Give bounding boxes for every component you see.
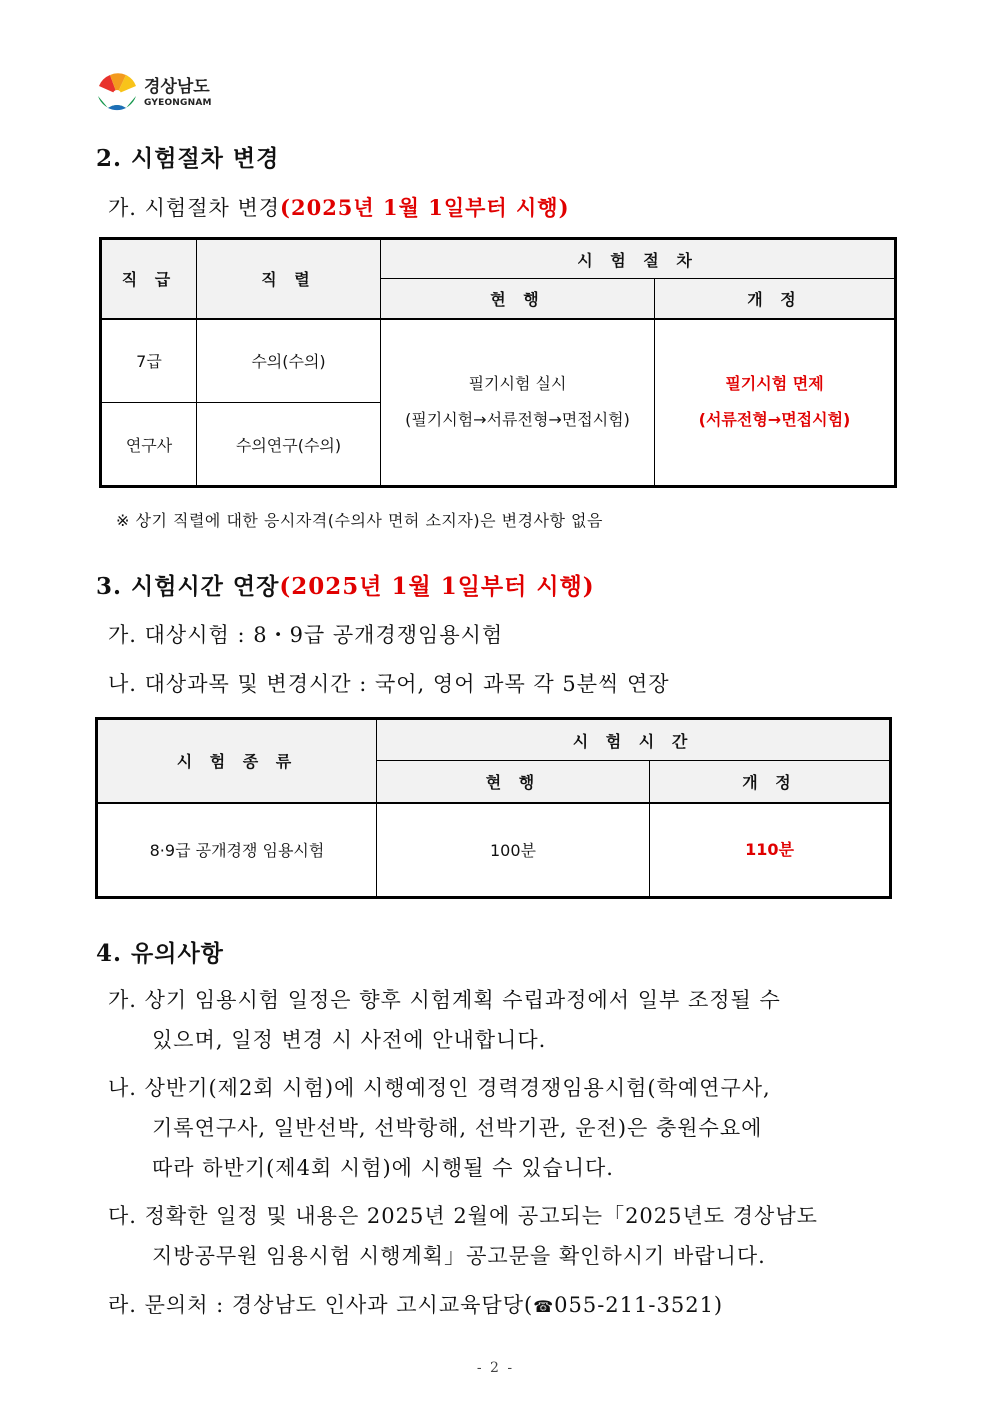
section-3-item-na: 나. 대상과목 및 변경시간 : 국어, 영어 과목 각 5분씩 연장 xyxy=(108,672,670,696)
page-number: - 2 - xyxy=(476,1360,515,1376)
table-row xyxy=(98,803,890,897)
header-series: 직 렬 xyxy=(197,240,381,319)
current-procedure-line1: 필기시험 실시 xyxy=(468,374,567,394)
revised-procedure-line2: (서류전형→면접시험) xyxy=(698,410,851,430)
section-4-item-da-line1: 다. 정확한 일정 및 내용은 2025년 2월에 공고되는「2025년도 경상남도 xyxy=(108,1204,818,1228)
cell-current-time: 100분 xyxy=(377,803,650,897)
section-3-heading-text: 3. 시험시간 연장 xyxy=(96,573,280,600)
header-revised: 개 정 xyxy=(650,761,890,803)
phone-icon: ☎ xyxy=(533,1297,555,1316)
section-2-heading: 2. 시험절차 변경 xyxy=(96,145,280,172)
section-3-item-ga: 가. 대상시험 : 8・9급 공개경쟁임용시험 xyxy=(108,623,504,647)
section-4-item-ga-line2: 있으며, 일정 변경 시 사전에 안내합니다. xyxy=(152,1028,547,1052)
section-2-note: ※ 상기 직렬에 대한 응시자격(수의사 면허 소지자)은 변경사항 없음 xyxy=(116,511,603,530)
header-current: 현 행 xyxy=(377,761,650,803)
header-grade: 직 급 xyxy=(102,240,197,319)
section-4-item-na-line3: 따라 하반기(제4회 시험)에 시행될 수 있습니다. xyxy=(152,1156,614,1180)
section-2-item-ga xyxy=(108,192,570,222)
section-4-heading: 4. 유의사항 xyxy=(96,940,224,967)
cell-revised-time: 110분 xyxy=(650,803,890,897)
gyeongnam-logo xyxy=(96,72,212,114)
logo-korean-name: 경상남도 xyxy=(144,76,210,97)
header-procedure: 시 험 절 차 xyxy=(381,240,895,279)
cell-grade: 7급 xyxy=(102,319,197,403)
cell-series: 수의연구(수의) xyxy=(197,403,381,486)
current-procedure-line2: (필기시험→서류전형→면접시험) xyxy=(405,410,630,430)
contact-phone: 055-211-3521) xyxy=(554,1293,724,1317)
table-row xyxy=(102,319,895,403)
section-4-item-ga-line1: 가. 상기 임용시험 일정은 향후 시험계획 수립과정에서 일부 조정될 수 xyxy=(108,988,781,1012)
procedure-change-table xyxy=(101,239,895,486)
cell-grade: 연구사 xyxy=(102,403,197,486)
section-4-item-ra xyxy=(108,1289,723,1319)
logo-english-name: GYEONGNAM xyxy=(144,97,212,108)
revised-procedure-line1: 필기시험 면제 xyxy=(725,374,824,394)
header-exam-type: 시 험 종 류 xyxy=(98,720,377,803)
cell-revised-procedure xyxy=(655,319,895,486)
cell-series: 수의(수의) xyxy=(197,319,381,403)
cell-current-procedure xyxy=(381,319,655,486)
header-current: 현 행 xyxy=(381,279,655,319)
header-revised: 개 정 xyxy=(655,279,895,319)
contact-text: 라. 문의처 : 경상남도 인사과 고시교육담당( xyxy=(108,1293,534,1317)
section-3-heading xyxy=(96,568,595,601)
section-3-effective-date: (2025년 1월 1일부터 시행) xyxy=(279,573,595,600)
section-2-item-ga-text: 가. 시험절차 변경 xyxy=(108,196,281,220)
section-4-item-na-line2: 기록연구사, 일반선박, 선박항해, 선박기관, 운전)은 충원수요에 xyxy=(152,1116,763,1140)
exam-time-table xyxy=(97,719,890,897)
cell-exam-type: 8·9급 공개경쟁 임용시험 xyxy=(98,803,377,897)
header-exam-time: 시 험 시 간 xyxy=(377,720,890,761)
section-2-effective-date: (2025년 1월 1일부터 시행) xyxy=(280,195,570,220)
gyeongnam-emblem-icon xyxy=(96,72,138,114)
section-4-item-da-line2: 지방공무원 임용시험 시행계획」공고문을 확인하시기 바랍니다. xyxy=(152,1244,766,1268)
section-4-item-na-line1: 나. 상반기(제2회 시험)에 시행예정인 경력경쟁임용시험(학예연구사, xyxy=(108,1076,771,1100)
